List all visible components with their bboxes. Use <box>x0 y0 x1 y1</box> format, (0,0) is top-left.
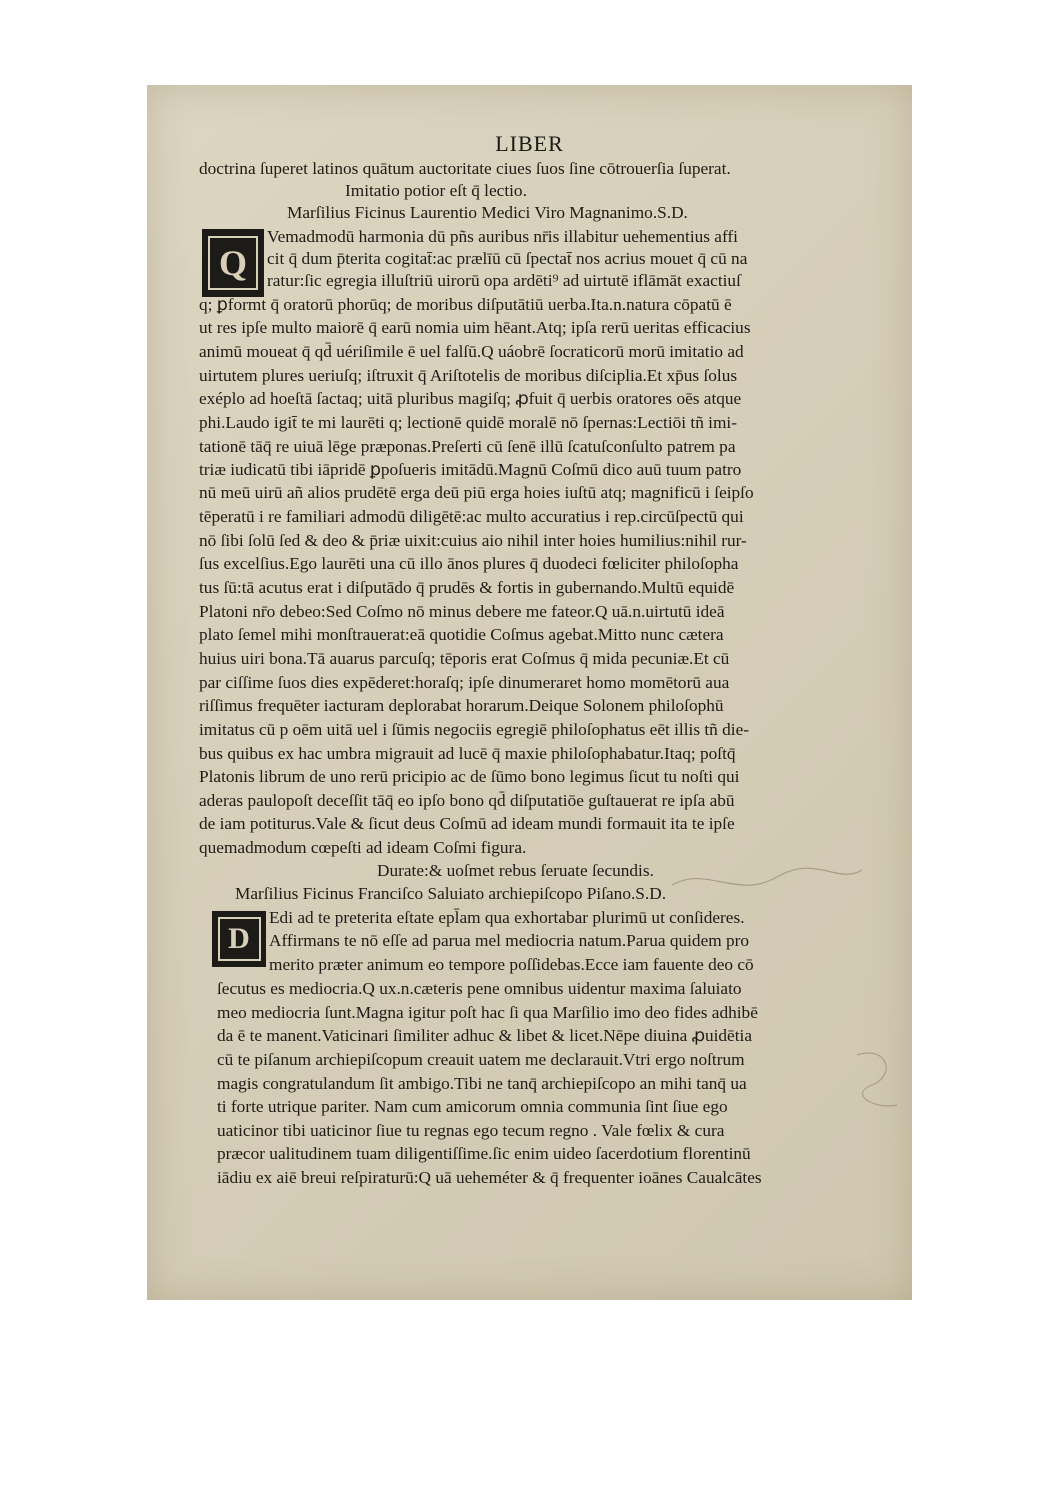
text-line: Edi ad te preterita eſtate epl̄am qua exhortabar plurimū ut conſideres. <box>269 908 745 927</box>
text-line: magis congratulandum ſit ambigo.Tibi ne tanq̄ archiepiſcopo an mihi tanq̄ ua <box>217 1074 747 1093</box>
text-line: nū meū uirū añ alios prudētē erga deū piū erga hoies iuſtū atq; magnificū i ſeipſo <box>199 483 754 502</box>
text-line: animū moueat q̄ qd̄ uériſimile ē uel falſū.Q uáobrē ſocraticorū morū imitatio ad <box>199 342 744 361</box>
text-line: imitatus cū p oēm uitā uel i ſūmis negociis egregiē philoſophatus eēt illis tñ die- <box>199 720 750 739</box>
letter-salutation: Marſilius Ficinus Laurentio Medici Viro Magnanimo.S.D. <box>287 203 688 222</box>
marginal-scribble <box>667 855 867 915</box>
text-line: ut res ipſe multo maiorē q̄ earū nomia uim hēant.Atq; ipſa rerū ueritas efficacius <box>199 318 751 337</box>
initial-letter: Q <box>208 236 257 290</box>
text-line: de iam potiturus.Vale & ſicut deus Coſmū ad ideam mundi formauit ita te ipſe <box>199 814 735 833</box>
text-line: ſecutus es mediocria.Q ux.n.cæteris pene omnibus uidentur maxima ſaluiato <box>217 979 742 998</box>
text-line: q; ꝑformt q̄ oratorū phorūq; de moribus diſputātiū uerba.Ita.n.natura cōpatū ē <box>199 295 732 314</box>
text-line: plato ſemel mihi monſtrauerat:eā quotidie Coſmus agebat.Mitto nunc cætera <box>199 625 724 644</box>
text-line: aderas paulopoſt deceſſit tāq̄ eo ipſo bono qd̄ diſputatiōe guſtauerat re ipſa abū <box>199 791 735 810</box>
text-line: huius uiri bona.Tā auarus parcuſq; tēporis erat Coſmus q̄ mida pecuniæ.Et cū <box>199 649 730 668</box>
text-line: bus quibus ex hac umbra migrauit ad lucē q̄ maxie philoſophabatur.Itaq; poſtq̄ <box>199 744 736 763</box>
section-heading: Imitatio potior eſt q̄ lectio. <box>345 181 527 200</box>
closing-verse: Durate:& uoſmet rebus ſeruate ſecundis. <box>377 861 654 880</box>
text-line: phi.Laudo igit̄ te mi laurēti q; lectionē quidē moralē nō ſpernas:Lectiōi tñ imi- <box>199 413 737 432</box>
text-line: doctrina ſuperet latinos quātum auctoritate ciues ſuos ſine cōtrouerſia ſuperat. <box>199 159 731 178</box>
text-line: da ē te manent.Vaticinari ſimiliter adhuc & libet & licet.Nēpe diuina ꝓuidētia <box>217 1026 753 1045</box>
text-line: merito præter animum eo tempore poſſidebas.Ecce iam fauente deo cō <box>269 955 754 974</box>
text-line: par ciſſime ſuos dies expēderet:horaſq; ipſe dinumeraret homo momētorū aua <box>199 673 730 692</box>
text-line: cū te piſanum archiepiſcopum creauit uatem me declarauit.Vtri ergo noſtrum <box>217 1050 745 1069</box>
letter-salutation: Marſilius Ficinus Franciſco Saluiato archiepiſcopo Piſano.S.D. <box>235 884 667 903</box>
text-line: tus ſū:tā acutus erat i diſputādo q̄ prudēs & fortis in gubernando.Multū equidē <box>199 578 735 597</box>
decorated-initial-q <box>202 229 264 297</box>
text-line: præcor ualitudinem tuam diligentiſſime.ſic enim uideo ſacerdotium florentinū <box>217 1144 751 1163</box>
text-line: exéplo ad hoeſtā ſactaq; uitā pluribus magiſq; ꝓfuit q̄ uerbis oratores oēs atque <box>199 389 742 408</box>
text-line: meo mediocria ſunt.Magna igitur poſt hac ſi qua Marſilio imo deo fides adhibē <box>217 1003 758 1022</box>
text-line: Affirmans te nō eſſe ad parua mel mediocria natum.Parua quidem pro <box>269 931 750 950</box>
text-line: ti forte utrique pariter. Nam cum amicorum omnia communia ſint ſiue ego <box>217 1097 728 1116</box>
text-line: Vemadmodū harmonia dū pñs auribus nr̄is illabitur uehementius affi <box>267 227 738 246</box>
book-page <box>147 85 912 1300</box>
text-line: nō ſibi ſolū ſed & deo & p̄riæ uixit:cuius aio nihil inter hoies humilius:nihil rur- <box>199 531 747 550</box>
text-line: uaticinor tibi uaticinor ſiue tu regnas ego tecum regno . Vale fœlix & cura <box>217 1121 725 1140</box>
initial-letter: D <box>218 917 261 962</box>
text-line: Platoni nr̄o debeo:Sed Coſmo nō minus debere me fateor.Q uā.n.uirtutū ideā <box>199 602 725 621</box>
text-line: ratur:ſic egregia illuſtriū uirorū opa ardēti⁹ ad uirtutē iflāmāt exactiuſ <box>267 271 741 290</box>
text-line: riſſimus frequēter iacturam deplorabat horarum.Deique Solonem philoſophū <box>199 696 724 715</box>
text-line: ſus excelſius.Ego laurēti una cū illo ānos plures q̄ duodeci fœliciter philoſopha <box>199 554 739 573</box>
text-line: tationē tāq̄ re uiuā lēge præponas.Preſerti cū ſenē illū ſcatuſconſulto patrem pa <box>199 437 736 456</box>
running-header: LIBER <box>495 131 564 156</box>
text-line: iādiu ex aiē breui reſpiraturū:Q uā ueheméter & q̄ frequenter ioānes Caualcātes <box>217 1168 762 1187</box>
decorated-initial-d <box>212 911 266 967</box>
text-line: Platonis librum de uno rerū pricipio ac de ſūmo bono legimus ſicut tu noſti qui <box>199 767 740 786</box>
text-line: tēperatū i re familiari admodū diligētē:ac multo accuratius i rep.circūſpectū qui <box>199 507 744 526</box>
text-line: triæ iudicatū tibi iāpridē ꝑpoſueris imitādū.Magnū Coſmū dico auū tuum patro <box>199 460 742 479</box>
marginal-scribble <box>847 1045 907 1115</box>
text-line: uirtutem plures ueriuſq; iſtruxit q̄ Ariſtotelis de moribus diſciplia.Et xp̄us ſolus <box>199 366 738 385</box>
text-line: quemadmodum cœpeſti ad ideam Coſmi figura. <box>199 838 527 857</box>
text-line: cit q̄ dum p̄terita cogitat̄:ac prælīū cū ſpectat̄ nos acrius mouet q̄ cū na <box>267 249 748 268</box>
